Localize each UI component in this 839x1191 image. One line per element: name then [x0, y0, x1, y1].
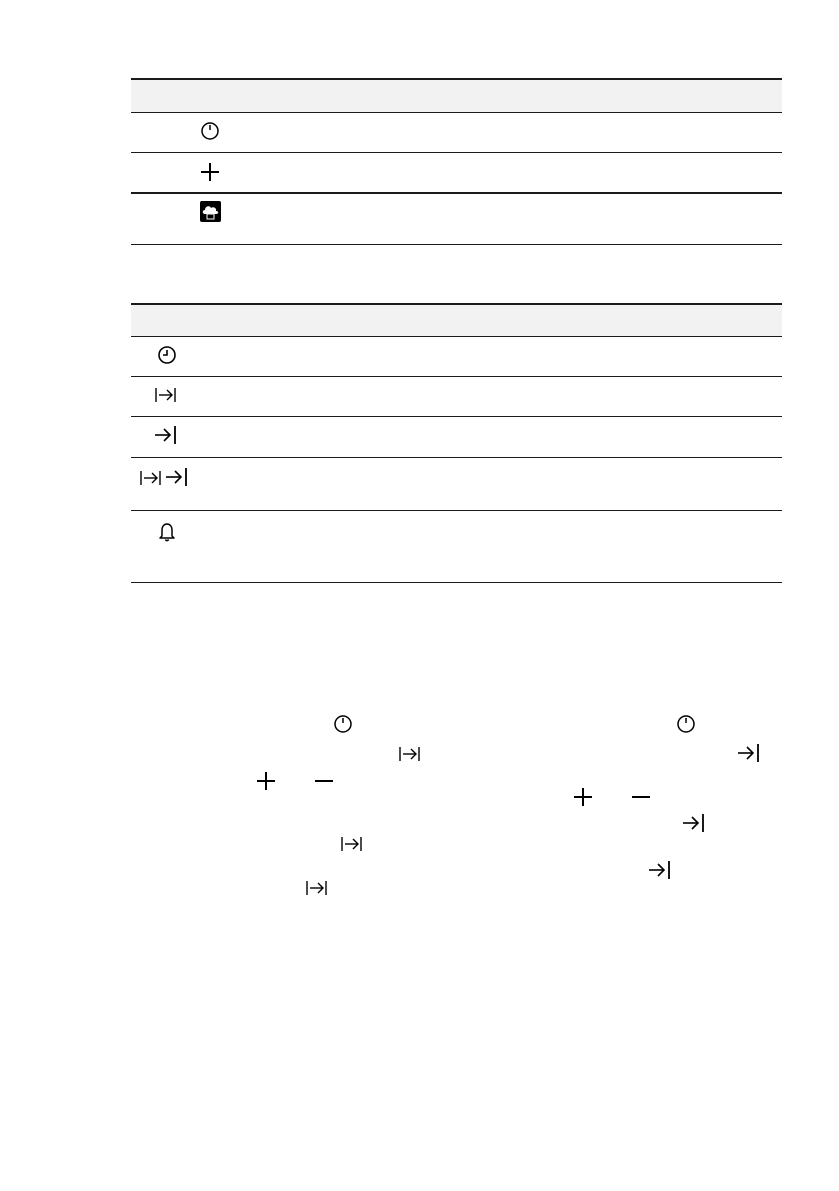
table-2-bottom-rule — [131, 582, 782, 583]
table-2-row-rule — [131, 416, 782, 417]
plus-icon — [572, 786, 594, 808]
table-2-row-rule — [131, 457, 782, 458]
end-time-icon — [737, 743, 761, 763]
duration-icon — [154, 386, 178, 404]
minus-icon — [313, 770, 335, 792]
duration-icon — [340, 835, 364, 853]
table-1-top-rule — [131, 78, 782, 80]
end-time-icon — [648, 860, 672, 880]
table-1-bottom-rule — [131, 244, 782, 245]
duration-icon — [139, 469, 163, 487]
duration-icon — [305, 879, 329, 897]
clock-ring-icon — [200, 121, 220, 141]
table-1-header-row — [131, 79, 782, 112]
table-1-header-rule — [131, 112, 782, 113]
table-1-row-rule — [131, 192, 782, 194]
table-2-row-rule — [131, 510, 782, 511]
table-2-header-row — [131, 304, 782, 336]
steam-cloud-icon — [200, 201, 221, 222]
duration-icon — [398, 745, 422, 763]
bell-icon — [157, 521, 177, 543]
time-of-day-clock-icon — [157, 345, 177, 365]
table-1-row-rule — [131, 152, 782, 153]
minus-icon — [630, 786, 652, 808]
end-time-icon — [154, 425, 178, 445]
end-time-icon — [682, 813, 706, 833]
table-2-row-rule — [131, 376, 782, 377]
table-2-header-rule — [131, 336, 782, 337]
clock-ring-icon — [676, 714, 696, 734]
end-time-icon — [165, 467, 189, 487]
table-2-top-rule — [131, 303, 782, 305]
plus-icon — [199, 161, 221, 183]
plus-icon — [255, 770, 277, 792]
clock-ring-icon — [333, 714, 353, 734]
